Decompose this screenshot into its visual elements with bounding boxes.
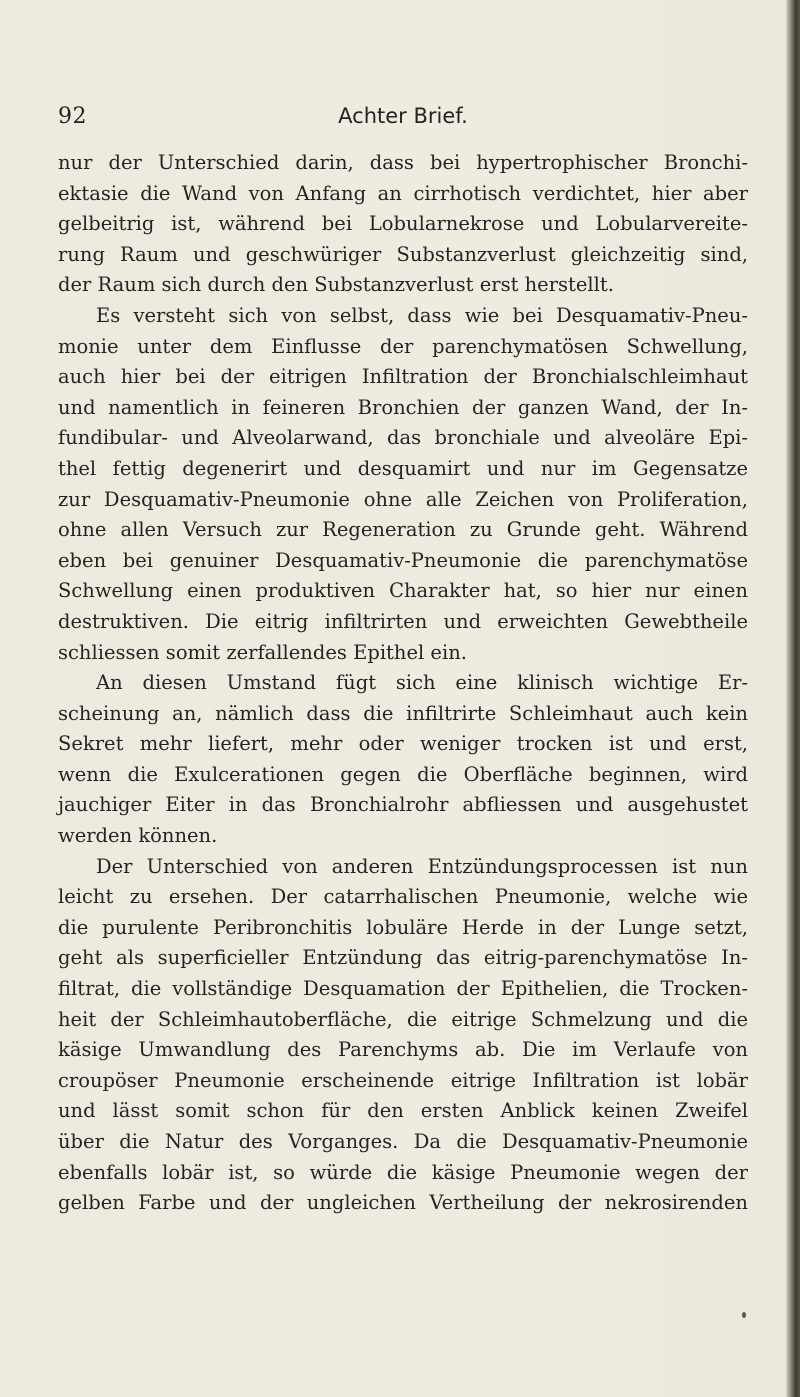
text-line: der Raum sich durch den Substanzverlust erst herstellt. xyxy=(58,273,614,297)
text-line: schliessen somit zerfallendes Epithel ein. xyxy=(58,640,467,664)
text-line: und lässt somit schon für den ersten Anblick keinen Zweifel xyxy=(58,1099,748,1123)
text-line: An diesen Umstand fügt sich eine klinisch wichtige Er- xyxy=(96,671,748,695)
text-line: destruktiven. Die eitrig infiltrirten und erweichten Gewebtheile xyxy=(58,609,748,633)
text-line: wenn die Exulcerationen gegen die Oberfläche beginnen, wird xyxy=(58,762,748,786)
text-line: croupöser Pneumonie erscheinende eitrige Infiltration ist lobär xyxy=(58,1068,748,1092)
text-line: und namentlich in feineren Bronchien der ganzen Wand, der In- xyxy=(58,395,748,419)
text-line: heit der Schleimhautoberfläche, die eitrige Schmelzung und die xyxy=(58,1007,748,1031)
text-line: thel fettig degenerirt und desquamirt und nur im Gegensatze xyxy=(58,456,748,480)
page-number: 92 xyxy=(58,104,87,129)
text-line: über die Natur des Vorganges. Da die Desquamativ-Pneumonie xyxy=(58,1130,748,1153)
text-line: werden können. xyxy=(58,824,218,848)
text-line: gelbeitrig ist, während bei Lobularnekrose und Lobularvereite- xyxy=(58,212,748,236)
text-line: Es versteht sich von selbst, dass wie bei Desquamativ-Pneu- xyxy=(96,303,748,327)
text-line: scheinung an, nämlich dass die infiltrirte Schleimhaut auch kein xyxy=(58,701,748,725)
text-line: monie unter dem Einflusse der parenchymatösen Schwellung, xyxy=(58,334,748,358)
page-header xyxy=(58,104,748,134)
text-line: ohne allen Versuch zur Regeneration zu Grunde geht. Während xyxy=(58,518,748,542)
text-line: fundibular- und Alveolarwand, das bronchiale und alveoläre Epi- xyxy=(58,426,748,450)
text-line: rung Raum und geschwüriger Substanzverlust gleichzeitig sind, xyxy=(58,242,748,266)
text-line: nur der Unterschied darin, dass bei hypertrophischer Bronchi- xyxy=(58,151,748,174)
text-line: filtrat, die vollständige Desquamation der Epithelien, die Trocken- xyxy=(58,977,748,1001)
text-line: leicht zu ersehen. Der catarrhalischen Pneumonie, welche wie xyxy=(58,885,748,909)
text-line: gelben Farbe und der ungleichen Vertheilung der nekrosirenden xyxy=(58,1191,748,1215)
text-line: eben bei genuiner Desquamativ-Pneumonie die parenchymatöse xyxy=(58,548,748,572)
text-line: die purulente Peribronchitis lobuläre Herde in der Lunge setzt, xyxy=(58,915,748,939)
text-line: auch hier bei der eitrigen Infiltration der Bronchialschleimhaut xyxy=(58,365,748,389)
text-line: käsige Umwandlung des Parenchyms ab. Die im Verlaufe von xyxy=(58,1038,748,1062)
text-line: Schwellung einen produktiven Charakter hat, so hier nur einen xyxy=(58,579,748,603)
text-line: Sekret mehr liefert, mehr oder weniger trocken ist und erst, xyxy=(58,732,748,756)
binding-edge xyxy=(786,0,800,1397)
text-line: Der Unterschied von anderen Entzündungsprocessen ist nun xyxy=(96,854,748,878)
body-text xyxy=(58,148,748,1219)
paper-speck xyxy=(742,1312,746,1318)
text-line: ektasie die Wand von Anfang an cirrhotisch verdichtet, hier aber xyxy=(58,181,748,205)
running-title: Achter Brief. xyxy=(338,104,468,128)
text-line: jauchiger Eiter in das Bronchialrohr abfliessen und ausgehustet xyxy=(58,793,748,817)
text-line: ebenfalls lobär ist, so würde die käsige Pneumonie wegen der xyxy=(58,1160,748,1184)
text-line: zur Desquamativ-Pneumonie ohne alle Zeichen von Proliferation, xyxy=(58,487,748,511)
text-line: geht als superficieller Entzündung das eitrig-parenchymatöse In- xyxy=(58,946,748,970)
